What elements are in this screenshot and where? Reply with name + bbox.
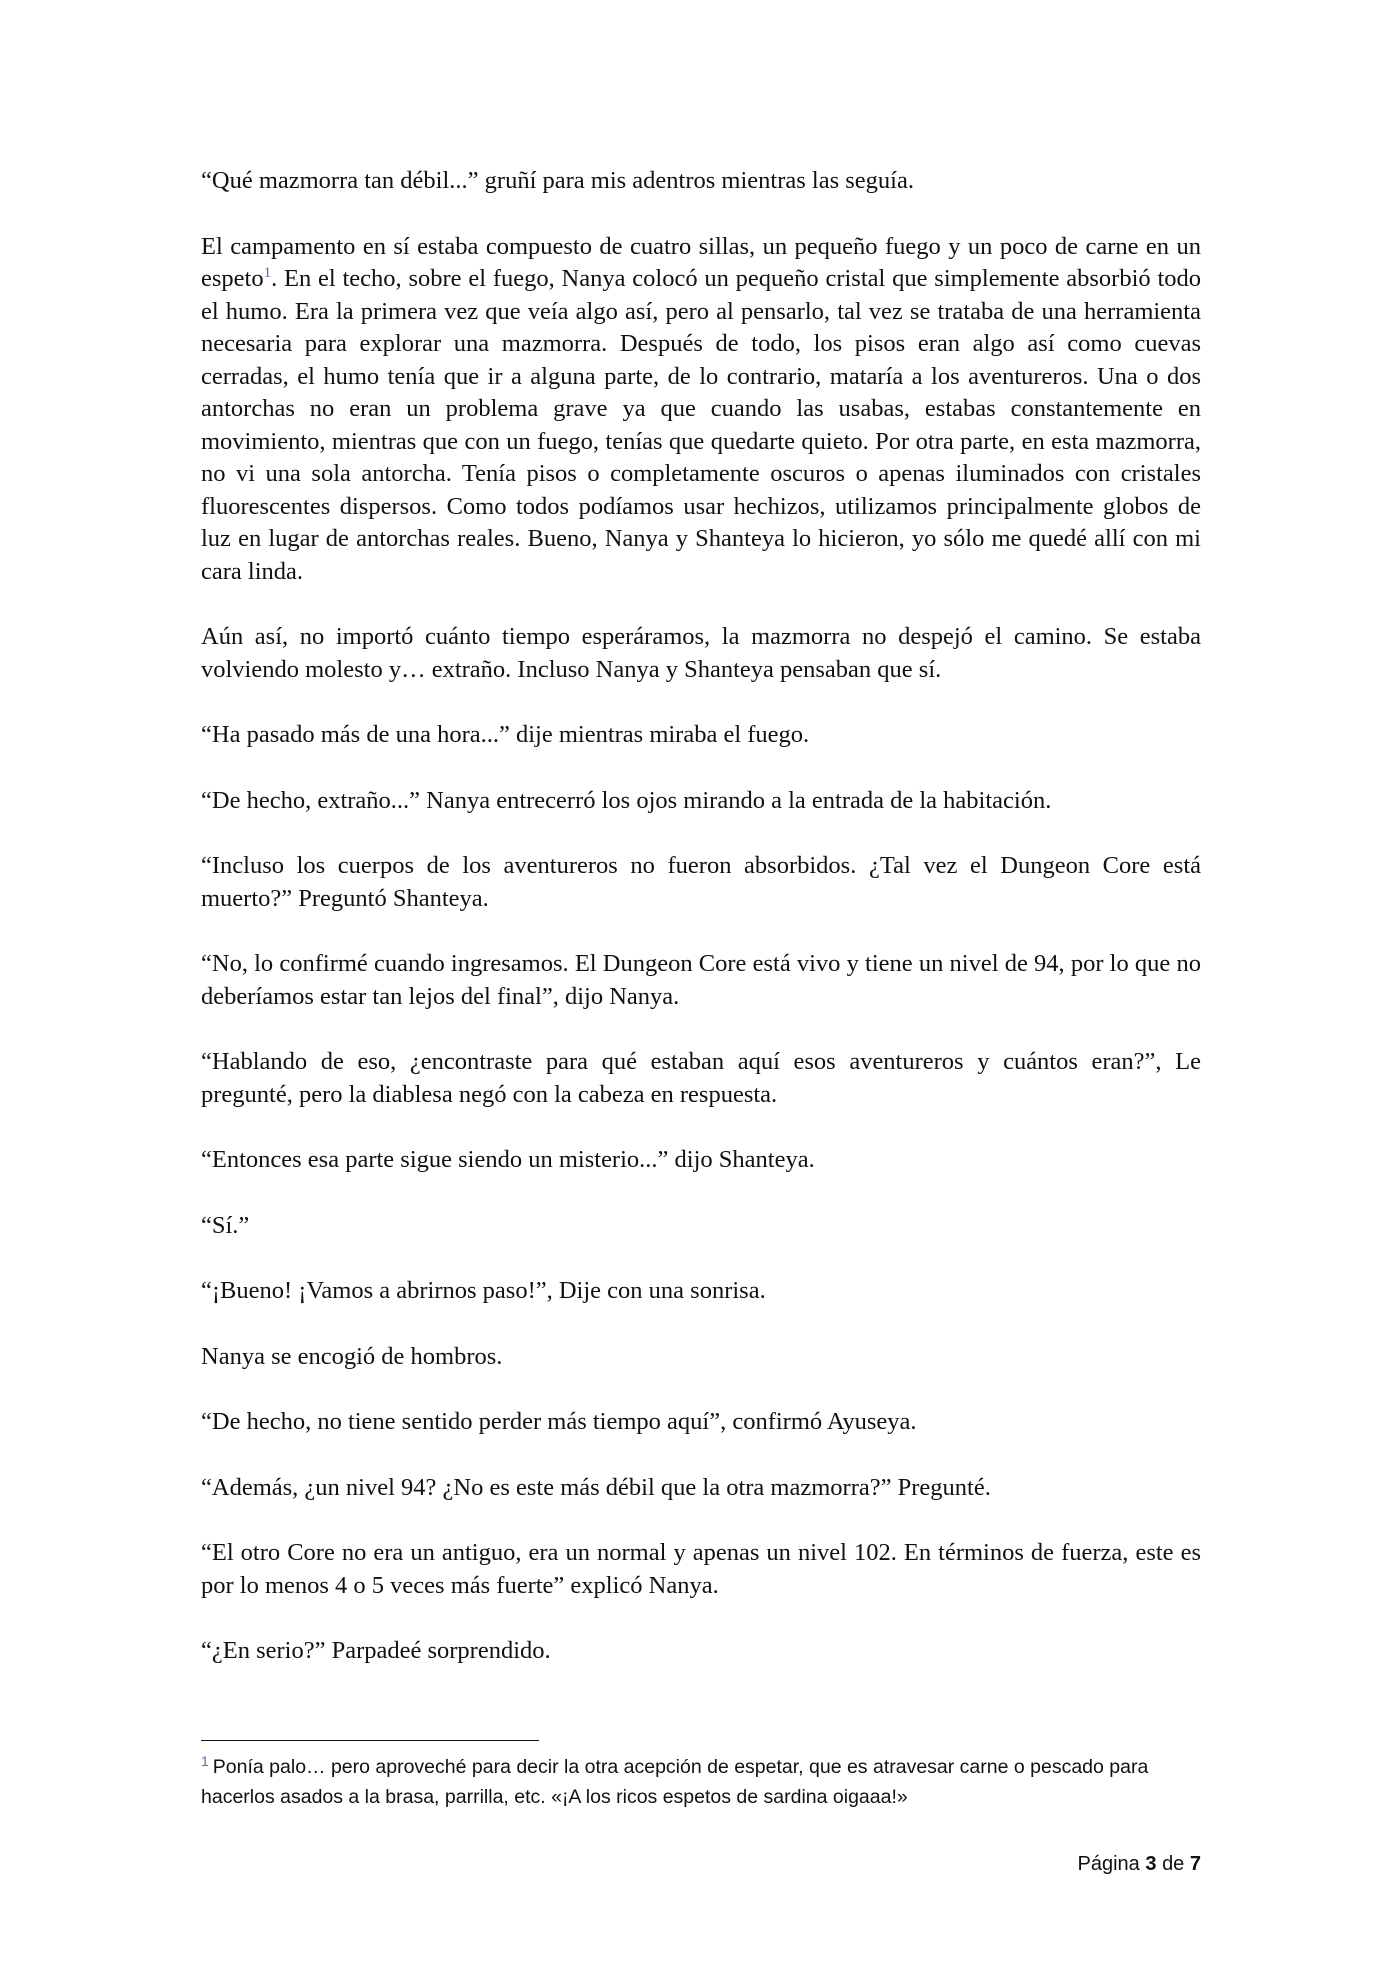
paragraph-1: “Qué mazmorra tan débil...” gruñí para mis adentros mientras las seguía. xyxy=(201,167,914,194)
footnote-separator xyxy=(201,1740,539,1741)
paragraph-4: “Ha pasado más de una hora...” dije mientras miraba el fuego. xyxy=(201,721,810,748)
paragraph-2 xyxy=(201,231,1201,589)
footnote-mark: 1 xyxy=(201,1752,209,1769)
paragraph-3: Aún así, no importó cuánto tiempo esperáramos, la mazmorra no despejó el camino. Se estaba volviendo molesto y… extraño. Incluso Nanya y Shanteya pensaban que sí. xyxy=(201,623,1201,683)
paragraph-12: Nanya se encogió de hombros. xyxy=(201,1342,503,1370)
paragraph-16: “¿En serio?” Parpadeé sorprendido. xyxy=(201,1637,551,1664)
paragraph-14: “Además, ¿un nivel 94? ¿No es este más débil que la otra mazmorra?” Pregunté. xyxy=(201,1473,991,1501)
footnote-1 xyxy=(201,1752,1201,1812)
paragraph-7: “No, lo confirmé cuando ingresamos. El Dungeon Core está vivo y tiene un nivel de 94, por lo que no deberíamos estar tan lejos del final”, dijo Nanya. xyxy=(201,950,1201,1010)
paragraph-5: “De hecho, extraño...” Nanya entrecerró los ojos mirando a la entrada de la habitación. xyxy=(201,786,1052,814)
footnote-text: Ponía palo… pero aproveché para decir la otra acepción de espetar, que es atravesar carne o pescado para hacerlos asados a la brasa, parrilla, etc. «¡A los ricos espetos de sardina oigaaa!» xyxy=(201,1756,1149,1808)
paragraph-9: “Entonces esa parte sigue siendo un misterio...” dijo Shanteya. xyxy=(201,1146,815,1173)
paragraph-6: “Incluso los cuerpos de los aventureros no fueron absorbidos. ¿Tal vez el Dungeon Core está muerto?” Preguntó Shanteya. xyxy=(201,852,1201,912)
page-number-prefix: Página xyxy=(1077,1853,1140,1875)
paragraph-10: “Sí.” xyxy=(201,1211,250,1239)
paragraph-13: “De hecho, no tiene sentido perder más tiempo aquí”, confirmó Ayuseya. xyxy=(201,1408,917,1435)
page-number xyxy=(1078,1853,1201,1876)
paragraph-11: “¡Bueno! ¡Vamos a abrirnos paso!”, Dije con una sonrisa. xyxy=(201,1277,766,1304)
body-text xyxy=(201,165,1201,1701)
footnote-reference-1[interactable]: 1 xyxy=(263,264,272,281)
paragraph-15: “El otro Core no era un antiguo, era un normal y apenas un nivel 102. En términos de fuerza, este es por lo menos 4 o 5 veces más fuerte” explicó Nanya. xyxy=(201,1539,1201,1599)
paragraph-2-end: . En el techo, sobre el fuego, Nanya colocó un pequeño cristal que simplemente absorbió todo el humo. Era la primera vez que veía algo así, pero al pensarlo, tal vez se trataba de una herramienta necesaria para explorar una mazmorra. Después de todo, los pisos eran algo así como cuevas cerradas, el humo tenía que ir a alguna parte, de lo contrario, mataría a los aventureros. Una o dos antorchas no eran un problema grave ya que cuando las usabas, estabas constantemente en movimiento, mientras que con un fuego, tenías que quedarte quieto. Por otra parte, en esta mazmorra, no vi una sola antorcha. Tenía pisos o completamente oscuros o apenas iluminados con cristales fluorescentes dispersos. Como todos podíamos usar hechizos, utilizamos principalmente globos de luz en lugar de antorchas reales. Bueno, Nanya y Shanteya lo hicieron, yo sólo me quedé allí con mi cara linda. xyxy=(201,265,1201,585)
paragraph-8: “Hablando de eso, ¿encontraste para qué estaban aquí esos aventureros y cuántos eran?”, Le pregunté, pero la diablesa negó con la cabeza en respuesta. xyxy=(201,1048,1201,1108)
paragraph-2-start: El campamento en sí estaba compuesto de cuatro sillas, un pequeño fuego y un poco de carne en un espeto xyxy=(201,232,1201,292)
page-number-total: 7 xyxy=(1189,1853,1201,1875)
page-number-separator: de xyxy=(1162,1853,1185,1875)
page-number-current: 3 xyxy=(1145,1853,1157,1875)
